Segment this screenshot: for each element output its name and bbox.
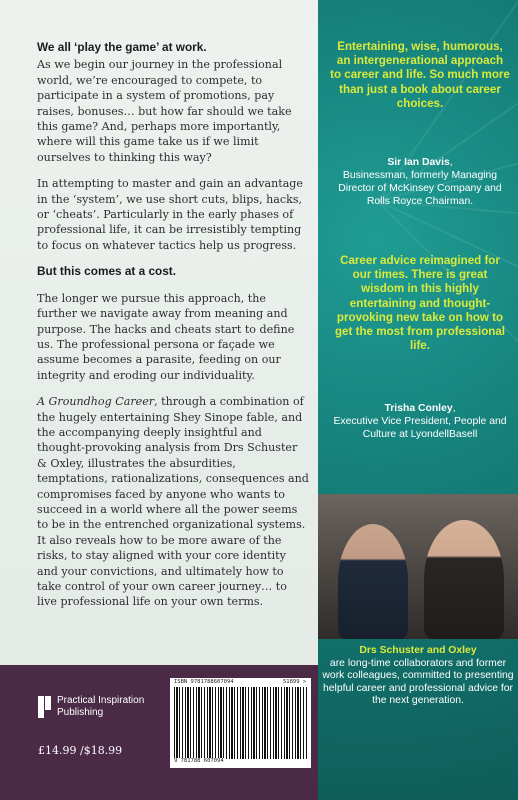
price-code: 51899 > xyxy=(283,679,307,685)
book-title: A Groundhog Career xyxy=(37,395,155,409)
endorser-role-2: Executive Vice President, People and Culture at LyondellBasell xyxy=(333,416,507,440)
blurb xyxy=(37,40,309,621)
endorsement-quote-2: Career advice reimagined for our times. There is great wisdom in this highly entertaining and thought-provoking new take on how to get the most from professional life. xyxy=(334,254,506,353)
isbn-label: ISBN 9781788607094 xyxy=(174,679,234,685)
barcode-bars xyxy=(174,687,307,759)
endorser-name-1: Sir Ian Davis, xyxy=(387,157,453,168)
authors-bio-text: are long-time collaborators and former work colleagues, committed to presenting helpful career and professional advice for the next generation. xyxy=(322,657,514,707)
blurb-paragraph-1: As we begin our journey in the professional world, we’re encouraged to compete, to participate in a system of promotions, pay raises, bonuses… but how far should we take this game? And, perhaps more importantly, where will this game take us if we limit ourselves to thinking this way? xyxy=(37,58,292,164)
authors-names: Drs Schuster and Oxley xyxy=(359,645,477,656)
price: £14.99 /$18.99 xyxy=(38,744,123,757)
blurb-paragraph-4 xyxy=(37,394,309,610)
authors-photo xyxy=(318,494,518,639)
publisher-name-line1: Practical Inspiration xyxy=(57,695,145,706)
isbn-digits: 9 781788 607094 xyxy=(174,758,224,764)
blurb-paragraph-2: In attempting to master and gain an advantage in the ‘system’, we use short cuts, blips, hacks, or ‘cheats’. Particularly in the early phases of professional life, it can be irresistibly tempting to focus on whatever tactics help us progress. xyxy=(37,177,303,252)
endorsement-attribution-1 xyxy=(330,156,510,208)
publisher-block xyxy=(38,695,144,719)
endorser-role-1: Businessman, formerly Managing Director of McKinsey Company and Rolls Royce Chairman. xyxy=(338,170,502,207)
publisher-footer xyxy=(0,665,318,800)
author-right xyxy=(424,520,504,639)
author-left xyxy=(338,524,408,639)
endorser-name-2: Trisha Conley, xyxy=(384,403,456,414)
barcode xyxy=(170,678,311,768)
blurb-paragraph-3: The longer we pursue this approach, the further we navigate away from meaning and purpose. The hacks and cheats start to define us. The professional persona or façade we assume becomes a parasite, feeding on our integrity and eroding our individuality. xyxy=(37,291,295,382)
publisher-name-line2: Publishing xyxy=(57,707,104,718)
blurb-lead: We all ‘play the game’ at work. xyxy=(37,40,207,54)
publisher-logo-icon xyxy=(38,696,51,718)
authors-bio xyxy=(318,645,518,708)
blurb-cost-heading: But this comes at a cost. xyxy=(37,264,176,279)
endorsement-quote-1: Entertaining, wise, humorous, an intergenerational approach to career and life. So much more than just a book about career choices. xyxy=(330,40,510,110)
blurb-paragraph-4-text: , through a combination of the hugely entertaining Shey Sinope fable, and the accompanying deeply insightful and thought-provoking analysis from Drs Schuster & Oxley, illustrates the absurdities, temptations, rationalizations, consequences and compromises faced by anyone who wants to succeed in a world where all the power seems to be in the entrenched organizational systems. It also reveals how to be more aware of the risks, to stay aligned with your core identity and your convictions, and ultimately how to take control of your own career journey… to live professional life on your own terms. xyxy=(37,395,309,609)
endorsement-attribution-2 xyxy=(330,402,510,441)
